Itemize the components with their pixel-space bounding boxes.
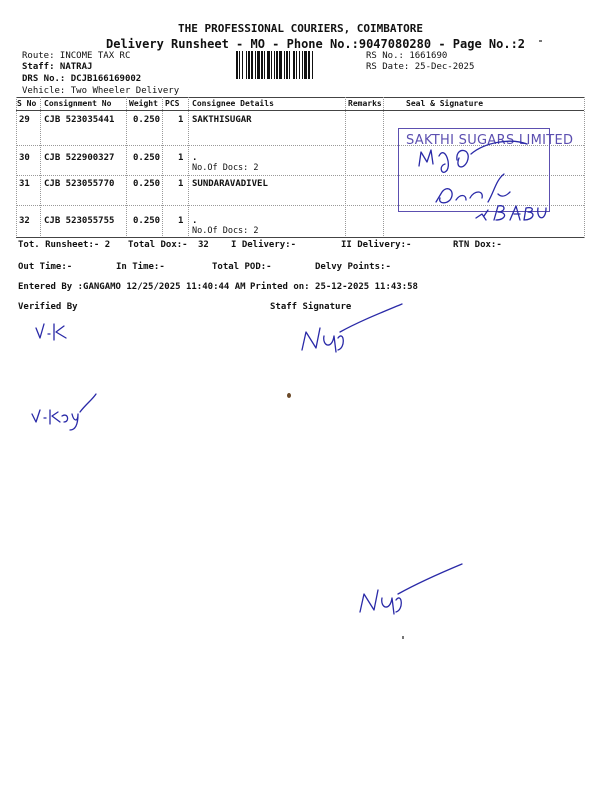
printed-on: Printed on: 25-12-2025 11:43:58 [250, 282, 418, 292]
grid-line [383, 97, 384, 238]
ii-delivery: II Delivery:- [341, 240, 412, 250]
row-weight: 0.250 [133, 179, 161, 189]
barcode-bar [242, 51, 243, 79]
grid-line [584, 97, 585, 238]
row-consignment: CJB 523055755 [44, 216, 115, 226]
barcode-bar [239, 51, 240, 79]
row-consignee: . [192, 216, 198, 226]
company-title: THE PROFESSIONAL COURIERS, COIMBATORE [178, 22, 424, 35]
barcode-bar [304, 51, 307, 79]
tot-runsheet: Tot. Runsheet:- 2 [18, 240, 111, 250]
rtn-dox: RTN Dox:- [453, 240, 502, 250]
col-pcs: PCS [165, 99, 180, 108]
barcode-bar [246, 51, 247, 79]
grid-line [188, 97, 189, 238]
barcode-icon [236, 51, 362, 79]
row-consignee: SUNDARAVADIVEL [192, 179, 268, 189]
row-weight: 0.250 [133, 153, 161, 163]
col-remarks: Remarks [348, 99, 382, 108]
row-docs-count: No.Of Docs: 2 [192, 163, 259, 173]
speck-mark [402, 636, 404, 639]
barcode-bar [302, 51, 303, 79]
col-consignment: Consignment No [44, 99, 112, 108]
staff-label: Staff: NATRAJ [22, 62, 93, 72]
table-top-rule [16, 97, 584, 98]
vehicle-label: Vehicle: Two Wheeler Delivery [22, 86, 180, 96]
barcode-bar [267, 51, 270, 79]
col-consignee: Consignee Details [192, 99, 274, 108]
row-consignee: . [192, 153, 198, 163]
staff-signature-label: Staff Signature [270, 302, 352, 312]
barcode-bar [271, 51, 272, 79]
barcode-bar [264, 51, 265, 79]
barcode-bar [255, 51, 256, 79]
total-dox-value: 32 [198, 240, 209, 250]
row-pcs: 1 [178, 216, 184, 226]
runsheet-subtitle: Delivery Runsheet - MO - Phone No.:9047080280 - Page No.:2 [106, 37, 526, 51]
row-weight: 0.250 [133, 115, 161, 125]
delvy-points: Delvy Points:- [315, 262, 391, 272]
speck-mark [539, 40, 542, 42]
col-seal-signature: Seal & Signature [406, 99, 484, 108]
barcode-bar [289, 51, 290, 79]
barcode-bar [293, 51, 295, 79]
stamp-text: SAKTHI SUGARS LIMITED [406, 133, 574, 148]
barcode-bar [296, 51, 297, 79]
in-time: In Time:- [116, 262, 165, 272]
row-sno: 29 [19, 115, 30, 125]
barcode-bar [308, 51, 310, 79]
table-header-rule [16, 110, 584, 111]
row-sno: 32 [19, 216, 30, 226]
row-pcs: 1 [178, 179, 184, 189]
row-pcs: 1 [178, 115, 184, 125]
barcode-bar [274, 51, 275, 79]
row-docs-count: No.Of Docs: 2 [192, 226, 259, 236]
handwritten-signature-icon [470, 200, 550, 230]
barcode-bar [257, 51, 260, 79]
verified-by-label: Verified By [18, 302, 78, 312]
barcode-bar [251, 51, 253, 79]
barcode-bar [276, 51, 278, 79]
speck-mark [287, 393, 291, 398]
row-consignee: SAKTHISUGAR [192, 115, 252, 125]
total-dox-label: Total Dox:- [128, 240, 188, 250]
row-consignment: CJB 523035441 [44, 115, 115, 125]
barcode-bar [279, 51, 282, 79]
barcode-bar [312, 51, 313, 79]
row-consignment: CJB 522900327 [44, 153, 115, 163]
i-delivery: I Delivery:- [231, 240, 297, 250]
total-pod: Total POD:- [212, 262, 272, 272]
out-time: Out Time:- [18, 262, 73, 272]
grid-line [345, 97, 346, 238]
row-pcs: 1 [178, 153, 184, 163]
grid-line [16, 97, 17, 238]
barcode-bar [284, 51, 285, 79]
handwritten-signature-icon [356, 560, 466, 620]
rs-number: RS No.: 1661690 [366, 51, 448, 61]
table-bottom-rule [16, 237, 584, 238]
route-label: Route: INCOME TAX RC [22, 51, 131, 61]
drs-number: DRS No.: DCJB166169002 [22, 74, 142, 84]
handwritten-signature-icon [34, 320, 74, 342]
barcode-bar [261, 51, 263, 79]
row-consignment: CJB 523055770 [44, 179, 115, 189]
row-sno: 31 [19, 179, 30, 189]
handwritten-signature-icon [30, 392, 100, 432]
grid-line [126, 97, 127, 238]
col-weight: Weight [129, 99, 158, 108]
barcode-bar [286, 51, 288, 79]
rs-date: RS Date: 25-Dec-2025 [366, 62, 475, 72]
barcode-bar [299, 51, 300, 79]
barcode-bar [236, 51, 238, 79]
col-sno: S No [17, 99, 37, 108]
row-weight: 0.250 [133, 216, 161, 226]
entered-by: Entered By :GANGAMO 12/25/2025 11:40:44 AM [18, 282, 246, 292]
barcode-bar [248, 51, 250, 79]
handwritten-signature-icon [298, 302, 408, 362]
grid-line [40, 97, 41, 238]
grid-line [162, 97, 163, 238]
row-sno: 30 [19, 153, 30, 163]
